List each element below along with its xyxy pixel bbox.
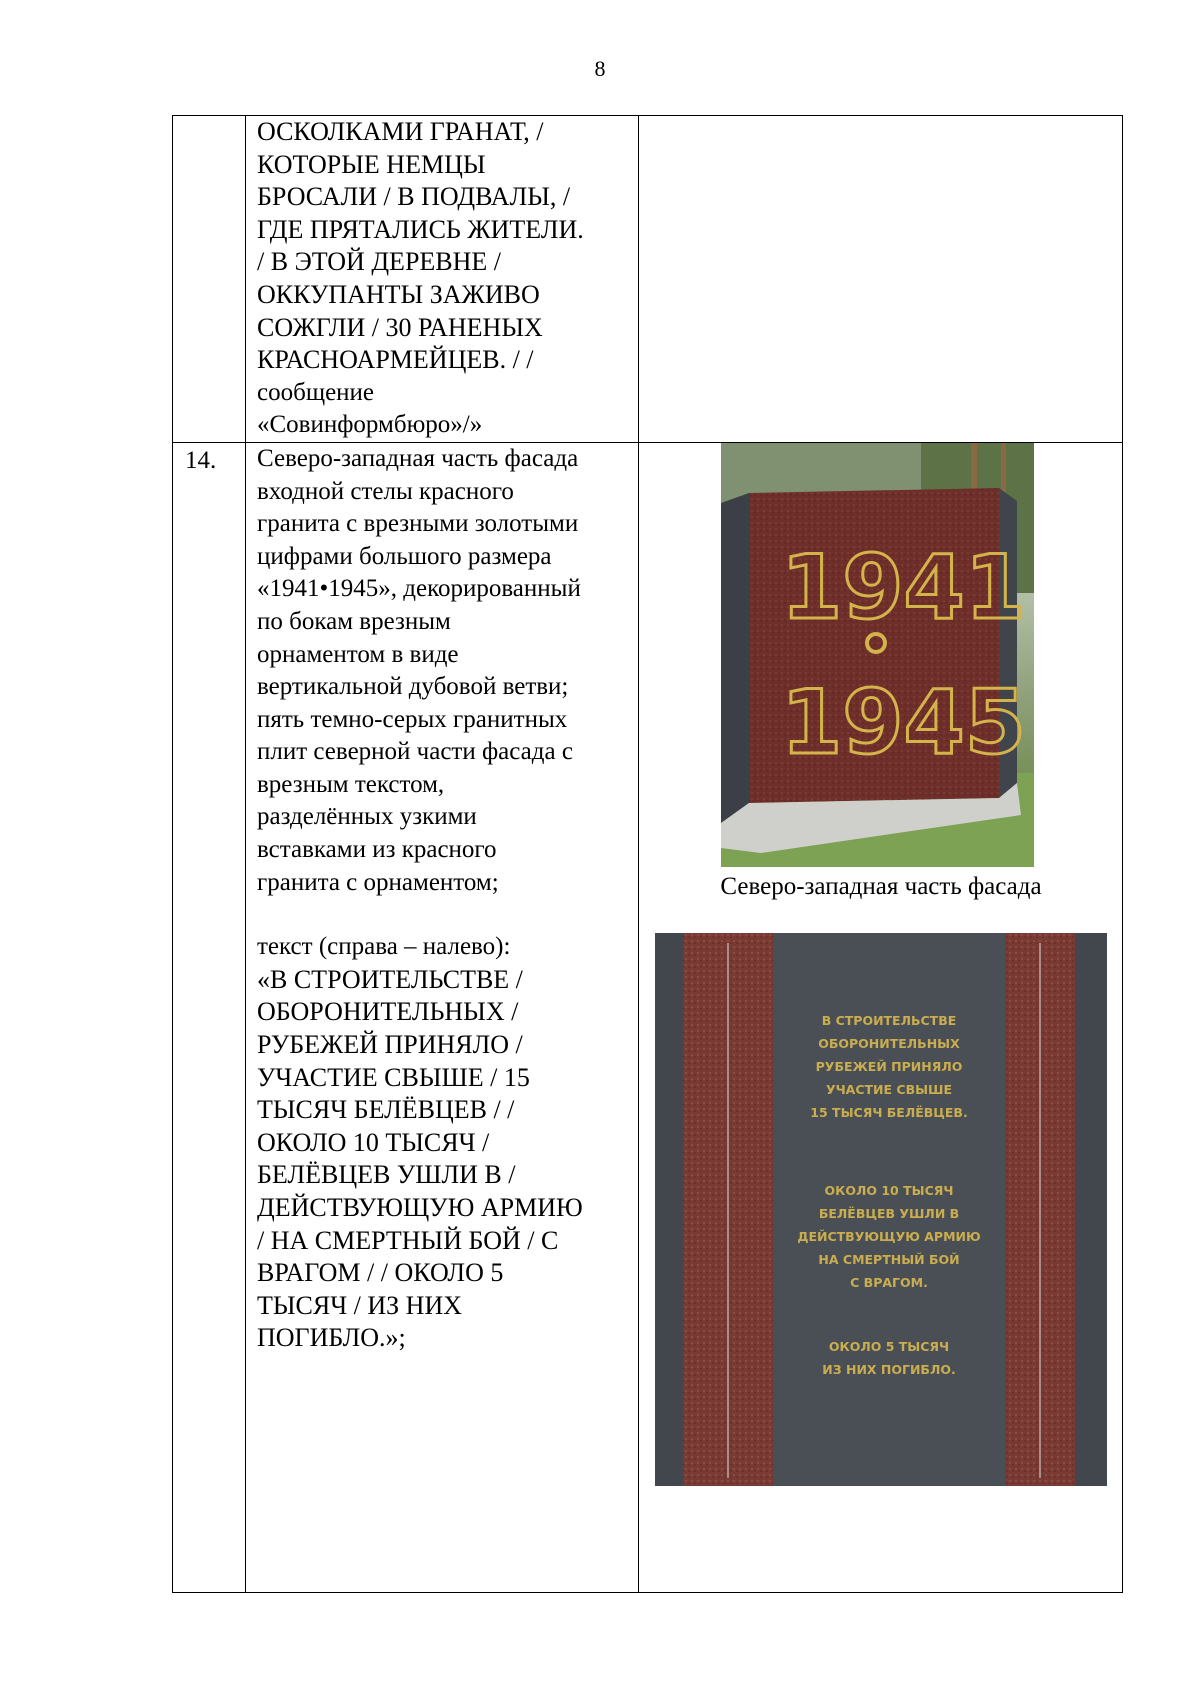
stele-photo xyxy=(721,443,1034,867)
plaque-photo xyxy=(655,933,1107,1486)
plaque-line: БЕЛЁВЦЕВ УШЛИ В xyxy=(818,1205,960,1221)
plaque-line: В СТРОИТЕЛЬСТВЕ xyxy=(821,1012,957,1028)
plaque-line: С ВРАГОМ. xyxy=(850,1274,928,1290)
plaque-line: ОКОЛО 10 ТЫСЯЧ xyxy=(824,1182,954,1198)
plaque-line: НА СМЕРТНЫЙ БОЙ xyxy=(818,1251,960,1267)
numerals-top: 1941 xyxy=(781,535,1026,639)
plaque-line: ОБОРОНИТЕЛЬНЫХ xyxy=(818,1035,960,1051)
photo-cell xyxy=(639,442,1123,1592)
inscription-text: ОСКОЛКАМИ ГРАНАТ, / КОТОРЫЕ НЕМЦЫ БРОСАЛИ / В ПОДВАЛЫ, / ГДЕ ПРЯТАЛИСЬ ЖИТЕЛИ. / В ЭТОЙ ДЕРЕВНЕ / ОККУПАНТЫ ЗАЖИВО СОЖГЛИ / 30 РАНЕНЫХ КРАСНОАРМЕЙЦЕВ. / / сообщение «Совинформбюро»/» xyxy=(257,117,584,439)
text-intro: текст (справа – налево): xyxy=(257,933,511,961)
description-text: Северо-западная часть фасада входной стелы красного гранита с врезными золотыми цифрами большого размера «1941•1945», декорированный по бокам врезным орнаментом в виде вертикальной дубовой ветви; пять темно-серых гранитных плит северной части фасада с врезным текстом, разделённых узкими вставками из красного гранита с орнаментом; текст (справа – налево): «В СТРОИТЕЛЬСТВЕ / ОБОРОНИТЕЛЬНЫХ / РУБЕЖЕЙ ПРИНЯЛО / УЧАСТИЕ СВЫШЕ / 15 ТЫСЯЧ БЕЛЁВЦЕВ / / ОКОЛО 10 ТЫСЯЧ / БЕЛЁВЦЕВ УШЛИ В / ДЕЙСТВУЮЩУЮ АРМИЮ / НА СМЕРТНЫЙ БОЙ / С ВРАГОМ / / ОКОЛО 5 ТЫСЯЧ / ИЗ НИХ ПОГИБЛО.»; xyxy=(246,443,638,1355)
page-number: 8 xyxy=(594,56,606,81)
table-row xyxy=(173,442,1123,1592)
plaque-line: УЧАСТИЕ СВЫШЕ xyxy=(825,1081,953,1097)
row-number-cell: 14. xyxy=(173,442,246,1592)
photo-caption: Северо-западная часть фасада xyxy=(720,872,1042,900)
inscription-cell xyxy=(246,116,639,443)
plaque-line: РУБЕЖЕЙ ПРИНЯЛО xyxy=(815,1058,963,1074)
monument-table xyxy=(172,115,1123,1593)
numerals-bottom: 1945 xyxy=(781,670,1026,774)
photo-cell-empty xyxy=(639,116,1123,443)
description-cell xyxy=(246,442,639,1592)
row-number-cell xyxy=(173,116,246,443)
plaque-line: ДЕЙСТВУЮЩУЮ АРМИЮ xyxy=(797,1228,981,1244)
plaque-line: ОКОЛО 5 ТЫСЯЧ xyxy=(828,1338,950,1354)
plaque-line: 15 ТЫСЯЧ БЕЛЁВЦЕВ. xyxy=(810,1104,968,1120)
table-row xyxy=(173,116,1123,443)
plaque-line: ИЗ НИХ ПОГИБЛО. xyxy=(822,1361,956,1377)
